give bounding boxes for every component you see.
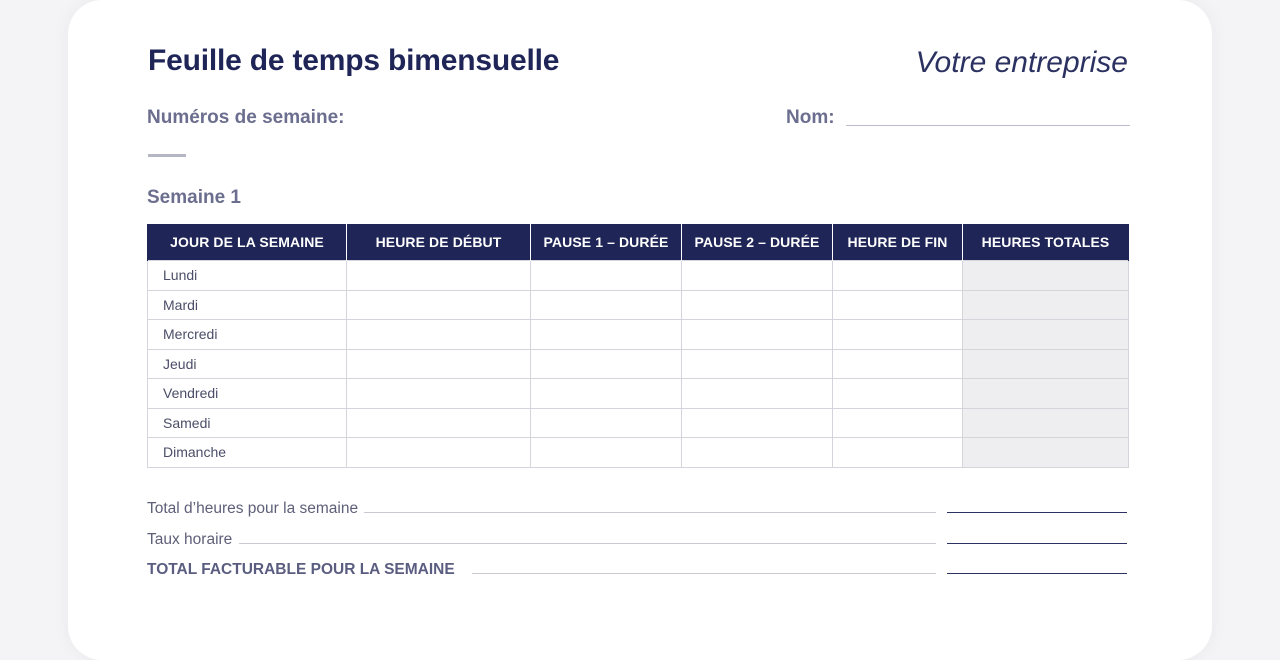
break-1-cell[interactable] bbox=[531, 261, 682, 291]
table-header-row bbox=[148, 224, 1129, 261]
break-2-cell[interactable] bbox=[682, 290, 833, 320]
name-label: Nom: bbox=[786, 107, 835, 128]
end-time-cell[interactable] bbox=[833, 320, 963, 350]
table-row bbox=[148, 320, 1129, 350]
break-1-cell[interactable] bbox=[531, 320, 682, 350]
total-hours-cell bbox=[963, 349, 1129, 379]
break-2-cell[interactable] bbox=[682, 379, 833, 409]
table-row bbox=[148, 261, 1129, 291]
break-1-cell[interactable] bbox=[531, 379, 682, 409]
total-hours-cell bbox=[963, 320, 1129, 350]
start-time-cell[interactable] bbox=[347, 290, 531, 320]
hourly-rate-row bbox=[147, 531, 1128, 553]
break-1-cell[interactable] bbox=[531, 438, 682, 468]
end-time-cell[interactable] bbox=[833, 408, 963, 438]
start-time-cell[interactable] bbox=[347, 261, 531, 291]
break-2-cell[interactable] bbox=[682, 320, 833, 350]
company-name: Votre entreprise bbox=[915, 46, 1128, 79]
table-row bbox=[148, 379, 1129, 409]
hourly-rate-field[interactable] bbox=[947, 543, 1127, 544]
end-time-cell[interactable] bbox=[833, 349, 963, 379]
end-time-cell[interactable] bbox=[833, 438, 963, 468]
timesheet-table bbox=[147, 224, 1129, 468]
page-title: Feuille de temps bimensuelle bbox=[148, 44, 560, 77]
hourly-rate-label: Taux horaire bbox=[147, 531, 238, 549]
week-numbers-field[interactable] bbox=[148, 154, 186, 157]
column-header-break-2: PAUSE 2 – DURÉE bbox=[682, 224, 833, 261]
end-time-cell[interactable] bbox=[833, 379, 963, 409]
day-cell: Dimanche bbox=[148, 438, 347, 468]
table-row bbox=[148, 349, 1129, 379]
start-time-cell[interactable] bbox=[347, 349, 531, 379]
total-hours-cell bbox=[963, 261, 1129, 291]
total-hours-cell bbox=[963, 438, 1129, 468]
week-heading: Semaine 1 bbox=[147, 187, 241, 208]
break-1-cell[interactable] bbox=[531, 290, 682, 320]
end-time-cell[interactable] bbox=[833, 261, 963, 291]
day-cell: Samedi bbox=[148, 408, 347, 438]
total-hours-cell bbox=[963, 379, 1129, 409]
break-1-cell[interactable] bbox=[531, 349, 682, 379]
day-cell: Lundi bbox=[148, 261, 347, 291]
end-time-cell[interactable] bbox=[833, 290, 963, 320]
hourly-rate-leader-line bbox=[239, 543, 936, 544]
total-hours-cell bbox=[963, 408, 1129, 438]
break-2-cell[interactable] bbox=[682, 438, 833, 468]
column-header-day: JOUR DE LA SEMAINE bbox=[148, 224, 347, 261]
day-cell: Mercredi bbox=[148, 320, 347, 350]
name-field[interactable] bbox=[846, 125, 1130, 126]
total-hours-label: Total d’heures pour la semaine bbox=[147, 500, 364, 518]
break-1-cell[interactable] bbox=[531, 408, 682, 438]
break-2-cell[interactable] bbox=[682, 349, 833, 379]
total-hours-cell bbox=[963, 290, 1129, 320]
start-time-cell[interactable] bbox=[347, 408, 531, 438]
table-row bbox=[148, 408, 1129, 438]
total-hours-row bbox=[147, 500, 1128, 522]
total-billable-leader-line bbox=[472, 573, 936, 574]
total-hours-leader-line bbox=[362, 512, 936, 513]
column-header-end-time: HEURE DE FIN bbox=[833, 224, 963, 261]
total-billable-label: TOTAL FACTURABLE POUR LA SEMAINE bbox=[147, 561, 461, 579]
start-time-cell[interactable] bbox=[347, 438, 531, 468]
start-time-cell[interactable] bbox=[347, 379, 531, 409]
break-2-cell[interactable] bbox=[682, 408, 833, 438]
week-numbers-label: Numéros de semaine: bbox=[147, 107, 345, 128]
day-cell: Mardi bbox=[148, 290, 347, 320]
column-header-start-time: HEURE DE DÉBUT bbox=[347, 224, 531, 261]
table-row bbox=[148, 290, 1129, 320]
column-header-total-hours: HEURES TOTALES bbox=[963, 224, 1129, 261]
break-2-cell[interactable] bbox=[682, 261, 833, 291]
table-row bbox=[148, 438, 1129, 468]
total-billable-row bbox=[147, 561, 1128, 583]
start-time-cell[interactable] bbox=[347, 320, 531, 350]
total-hours-field[interactable] bbox=[947, 512, 1127, 513]
column-header-break-1: PAUSE 1 – DURÉE bbox=[531, 224, 682, 261]
day-cell: Vendredi bbox=[148, 379, 347, 409]
day-cell: Jeudi bbox=[148, 349, 347, 379]
total-billable-field[interactable] bbox=[947, 573, 1127, 574]
